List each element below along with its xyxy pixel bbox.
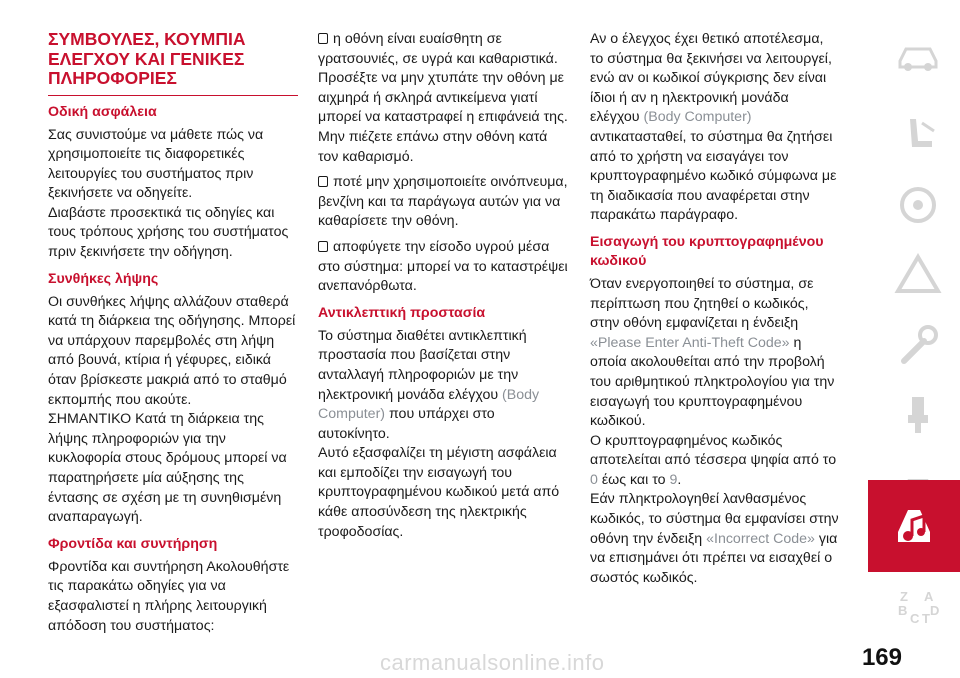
text: Εάν πληκτρολογηθεί λανθασμένος κωδικός, το σύστημα θα εμφανίσει στην οθόνη την ένδειξη <box>590 491 839 547</box>
svg-text:T: T <box>922 611 930 626</box>
checkbox-bullet-icon <box>318 176 328 187</box>
watermark: carmanualsonline.info <box>380 650 605 675</box>
tab-seat[interactable] <box>876 102 960 168</box>
bullet-item-3 <box>318 238 568 297</box>
text: έως και το <box>597 471 670 488</box>
checkbox-bullet-icon <box>318 241 328 252</box>
paragraph-anti-theft <box>318 327 568 445</box>
text: η οποία ακολουθείται από την προβολή του αριθμητικού πληκτρολογίου για την εισαγωγή του κρυπτογραφημένου κωδικού. <box>590 334 835 430</box>
svg-text:Z: Z <box>900 589 908 604</box>
paragraph-code-digits <box>590 432 840 491</box>
text: . <box>677 471 682 488</box>
svg-text:D: D <box>930 603 940 618</box>
text: Το σύστημα διαθέτει αντικλεπτική προστασία που βασίζεται στην ανταλλαγή πληροφοριών με την ηλεκτρονική μονάδα ελέγχου <box>318 327 527 403</box>
heading-road-safety: Οδική ασφάλεια <box>48 103 157 120</box>
bullet-item-1 <box>318 30 568 167</box>
grey-text: (Body Computer) <box>318 386 540 423</box>
multimedia-music-icon <box>890 502 938 550</box>
paragraph-reception: Οι συνθήκες λήψης αλλάζουν σταθερά κατά τη διάρκεια της οδήγησης. Μπορεί να υπάρχουν παρεμβολές στη λήψη από βουνά, κτίρια ή γέφυρες, ειδικά όταν βρίσκεστε μακριά από το σταθμό εκπομπής που ακούτε. <box>48 293 296 408</box>
paragraph-anti-theft-2: Αυτό εξασφαλίζει τη μέγιστη ασφάλεια και εμποδίζει την εισαγωγή του κρυπτογραφημένου κωδικού μετά από κάθε αποσύνδεση της ηλεκτρικής τροφοδοσίας. <box>318 445 560 540</box>
page-number: 169 <box>861 644 902 671</box>
column-2 <box>318 30 568 542</box>
text: Αν ο έλεγχος έχει θετικό αποτέλεσμα, το σύστημα θα ξεκινήσει να λειτουργεί, ενώ αν οι κωδικοί σύγκρισης δεν είναι ίδιοι ή αν η ηλεκτρονική μονάδα ελέγχου <box>590 31 832 126</box>
tab-index[interactable] <box>876 572 960 638</box>
spark-plug-icon <box>894 391 942 439</box>
driver-seat-icon <box>894 111 942 159</box>
tab-service[interactable] <box>876 312 960 378</box>
text: Ο κρυπτογραφημένος κωδικός αποτελείται από τέσσερα ψηφία από το <box>590 432 837 469</box>
grey-text: 0 <box>590 471 598 488</box>
checkbox-bullet-icon <box>318 33 328 44</box>
grey-text: (Body Computer) <box>643 109 752 126</box>
heading-code-entry: Εισαγωγή του κρυπτογραφημένου κωδικού <box>590 233 824 269</box>
heading-anti-theft: Αντικλεπτική προστασία <box>318 304 486 321</box>
paragraph-safety-2: Διαβάστε προσεκτικά τις οδηγίες και τους τρόπους χρήσης του συστήματος πριν ξεκινήσετε την οδήγηση. <box>48 204 289 261</box>
svg-text:B: B <box>898 603 908 618</box>
bullet-text: η οθόνη είναι ευαίσθητη σε γρατσουνιές, σε υγρά και καθαριστικά. Προσέξτε να μην χτυπάτε την οθόνη με αιχμηρά ή σκληρά αντικείμενα γιατί μπορεί να καταστραφεί η επιφάνειά της. Μην πιέζετε επάνω στην οθόνη κατά τον καθαρισμό. <box>318 31 568 165</box>
svg-text:C: C <box>910 611 920 626</box>
tab-maintenance[interactable] <box>876 382 960 448</box>
page-title: ΣΥΜΒΟΥΛΕΣ, ΚΟΥΜΠΙΑ ΕΛΕΓΧΟΥ ΚΑΙ ΓΕΝΙΚΕΣ ΠΛΗΡΟΦΟΡΙΕΣ <box>48 30 298 96</box>
heading-reception: Συνθήκες λήψης <box>48 270 159 287</box>
bullet-text: ποτέ μην χρησιμοποιείτε οινόπνευμα, βενζίνη και τα παράγωγα αυτών για να καθαρίσετε την οθόνη. <box>318 174 568 230</box>
wrench-service-icon <box>894 321 942 369</box>
text: που υπάρχει στο αυτοκίνητο. <box>318 406 495 442</box>
column-1 <box>48 30 298 636</box>
bullet-text: αποφύγετε την είσοδο υγρού μέσα στο σύστημα: μπορεί να το καταστρέψει ανεπανόρθωτα. <box>318 238 568 295</box>
grey-text: «Incorrect Code» <box>706 530 815 547</box>
paragraph-code-entry <box>590 275 840 432</box>
heading-care: Φροντίδα και συντήρηση <box>48 535 218 552</box>
paragraph-reception-2: ΣΗΜΑΝΤΙΚΟ Κατά τη διάρκεια της λήψης πληροφοριών για την κυκλοφορία στους δρόμους μπορεί να παρατηρήσετε μία αύξησης της έντασης σε σχέση με τη συνηθισμένη αναπαραγωγή. <box>48 411 287 526</box>
paragraph-incorrect-code <box>590 490 840 588</box>
index-alphabet-icon <box>894 581 942 629</box>
paragraph-safety: Σας συνιστούμε να μάθετε πώς να χρησιμοποιείτε τις διαφορετικές λειτουργίες του συστήματος πριν ξεκινήσετε να οδηγείτε. <box>48 126 264 202</box>
tab-warnings[interactable] <box>876 242 960 308</box>
text: αντικατασταθεί, το σύστημα θα ζητήσει από το χρήστη να εισαγάγει τον κρυπτογραφημένο κωδικό σύμφωνα με τη διαδικασία που αναφέρεται στην παρακάτω παράγραφο. <box>590 128 837 224</box>
bullet-item-2 <box>318 173 568 232</box>
text: για να επισημάνει ότι πρέπει να εισαχθεί ο σωστός κωδικός. <box>590 530 838 586</box>
paragraph-care: Φροντίδα και συντήρηση Ακολουθήστε τις παρακάτω οδηγίες για να εξασφαλιστεί η πλήρης λειτουργική απόδοση του συστήματος: <box>48 558 290 634</box>
paragraph-check <box>590 30 840 226</box>
tab-multimedia[interactable] <box>868 480 960 572</box>
grey-text: «Please Enter Anti-Theft Code» <box>590 334 790 351</box>
column-3 <box>590 30 840 588</box>
chapter-sidebar <box>876 0 960 678</box>
car-dashboard-icon <box>894 31 942 79</box>
text: Όταν ενεργοποιηθεί το σύστημα, σε περίπτωση που ζητηθεί ο κωδικός, στην οθόνη εμφανίζεται η ένδειξη <box>590 275 814 332</box>
svg-text:A: A <box>924 589 934 604</box>
tab-dashboard[interactable] <box>876 22 960 88</box>
steering-safety-icon <box>894 181 942 229</box>
grey-text: 9 <box>669 471 678 488</box>
tab-safety[interactable] <box>876 172 960 238</box>
warning-triangle-icon <box>894 251 942 299</box>
